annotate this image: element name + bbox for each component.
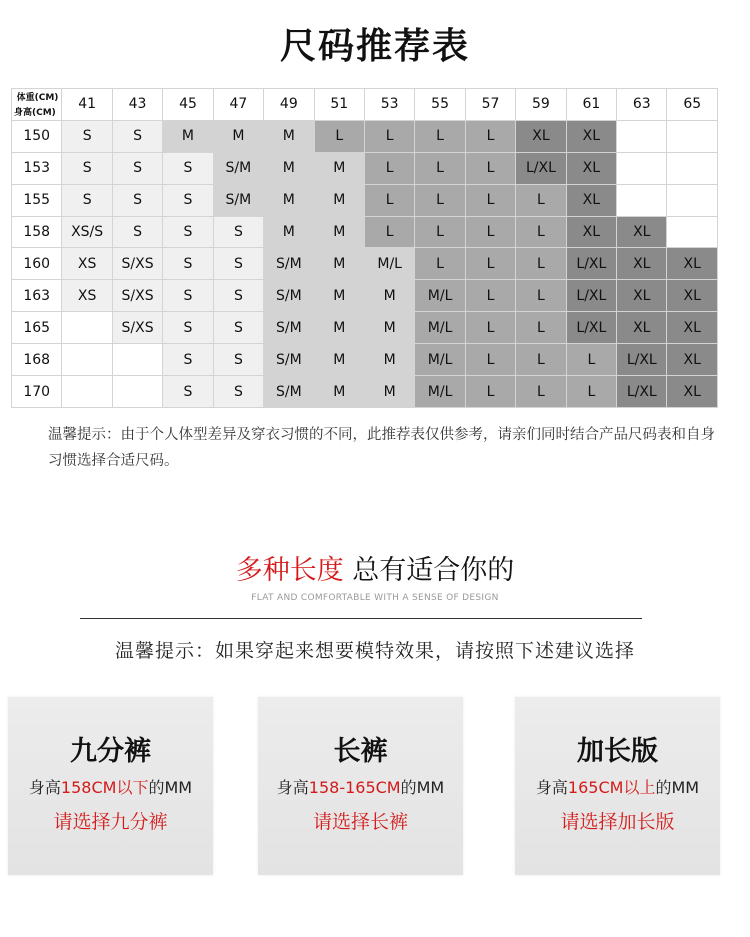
size-cell: M (364, 280, 414, 312)
size-cell: M (314, 344, 364, 376)
size-cell: L (465, 152, 515, 184)
weight-header-cell: 49 (264, 89, 314, 121)
table-row (12, 216, 718, 248)
size-cell: S (213, 248, 263, 280)
size-cell: S (163, 152, 213, 184)
size-cell: M (163, 120, 213, 152)
card-long-pants (258, 697, 463, 875)
size-cell: XS (62, 248, 112, 280)
size-cell: S (163, 344, 213, 376)
length-tip-text: 温馨提示：如果穿起来想要模特效果，请按照下述建议选择 (114, 640, 635, 662)
size-cell: L (516, 312, 566, 344)
height-header-cell: 163 (12, 280, 62, 312)
size-cell: S/M (264, 280, 314, 312)
size-cell: S (213, 376, 263, 408)
size-cell: L (566, 344, 616, 376)
page-title: 尺码推荐表 (279, 26, 470, 67)
table-row (12, 376, 718, 408)
height-header-cell: 150 (12, 120, 62, 152)
size-cell: S/M (264, 376, 314, 408)
size-cell: XL (566, 216, 616, 248)
size-cell: L (465, 312, 515, 344)
size-cell: L (465, 376, 515, 408)
size-cell: M/L (364, 248, 414, 280)
table-row (12, 184, 718, 216)
height-axis-label: 身高(CM) (14, 107, 56, 118)
size-cell (617, 184, 667, 216)
size-cell: L (465, 248, 515, 280)
table-row (12, 152, 718, 184)
size-cell: M (314, 216, 364, 248)
card-desc (8, 775, 213, 798)
height-header-cell: 165 (12, 312, 62, 344)
size-cell: L (465, 184, 515, 216)
size-cell (62, 344, 112, 376)
weight-header-cell: 61 (566, 89, 616, 121)
size-cell: S/XS (112, 248, 162, 280)
table-row (12, 248, 718, 280)
size-cell: S (112, 216, 162, 248)
size-chart-table (11, 88, 718, 408)
size-cell: S (62, 120, 112, 152)
weight-header-cell: 41 (62, 89, 112, 121)
size-cell (112, 376, 162, 408)
size-cell: XL (617, 216, 667, 248)
weight-header-row (12, 89, 718, 121)
weight-header-cell: 63 (617, 89, 667, 121)
card-select: 请选择九分裤 (53, 811, 168, 833)
size-cell: L/XL (617, 344, 667, 376)
size-cell: L (364, 184, 414, 216)
weight-header-cell: 65 (667, 89, 718, 121)
height-header-cell: 155 (12, 184, 62, 216)
card-desc-suffix: 的MM (400, 778, 445, 797)
size-cell: L/XL (566, 280, 616, 312)
card-select: 请选择加长版 (560, 811, 675, 833)
size-cell: M (264, 184, 314, 216)
height-header-cell: 158 (12, 216, 62, 248)
size-cell: L (465, 120, 515, 152)
size-cell: M (314, 152, 364, 184)
size-cell: XL (667, 344, 718, 376)
size-cell: S (62, 184, 112, 216)
size-cell: M (264, 152, 314, 184)
size-cell: M (264, 120, 314, 152)
size-cell: XL (617, 248, 667, 280)
size-cell: XL (667, 248, 718, 280)
size-cell: M/L (415, 280, 465, 312)
size-cell: M (213, 120, 263, 152)
table-row (12, 344, 718, 376)
size-cell (62, 376, 112, 408)
size-cell: M (364, 344, 414, 376)
size-cell: L (364, 120, 414, 152)
size-cell: S (163, 376, 213, 408)
size-cell: S (163, 216, 213, 248)
size-cell: M/L (415, 312, 465, 344)
size-cell: XS (62, 280, 112, 312)
card-title: 长裤 (333, 736, 388, 767)
size-cell: L (516, 344, 566, 376)
size-cell: XL (566, 184, 616, 216)
divider-line (80, 618, 642, 619)
card-desc-suffix: 的MM (655, 778, 700, 797)
card-cropped-pants (8, 697, 213, 875)
weight-axis-label: 体重(CM) (16, 93, 59, 103)
card-desc (258, 775, 463, 798)
size-cell: L/XL (617, 376, 667, 408)
card-desc (515, 775, 720, 798)
size-cell: XL (516, 120, 566, 152)
card-title: 加长版 (577, 736, 658, 767)
weight-header-cell: 55 (415, 89, 465, 121)
height-header-cell: 168 (12, 344, 62, 376)
length-title-rest: 总有适合你的 (343, 555, 515, 586)
size-cell: S (112, 152, 162, 184)
card-select: 请选择长裤 (312, 811, 408, 833)
size-cell: M (314, 248, 364, 280)
length-section-title (0, 548, 750, 587)
size-cell: M (314, 376, 364, 408)
size-cell: L (364, 216, 414, 248)
size-cell: S/XS (112, 280, 162, 312)
table-corner-cell (12, 89, 62, 121)
size-cell: S (163, 312, 213, 344)
size-cell: L (516, 216, 566, 248)
size-cell: L (415, 184, 465, 216)
weight-header-cell: 53 (364, 89, 414, 121)
size-cell: XL (667, 376, 718, 408)
size-cell (617, 120, 667, 152)
size-cell: L (465, 216, 515, 248)
weight-header-cell: 47 (213, 89, 263, 121)
size-cell (617, 152, 667, 184)
card-desc-prefix: 身高 (535, 778, 568, 797)
size-cell: S/M (264, 344, 314, 376)
size-cell: M (314, 312, 364, 344)
size-cell (62, 312, 112, 344)
size-cell: L (516, 376, 566, 408)
size-cell: L (516, 248, 566, 280)
size-cell: S (163, 184, 213, 216)
size-cell: XL (617, 312, 667, 344)
size-cell: S/M (264, 312, 314, 344)
size-cell: S/XS (112, 312, 162, 344)
length-title-highlight: 多种长度 (235, 555, 344, 586)
size-cell: S (163, 280, 213, 312)
size-cell: XL (667, 280, 718, 312)
size-cell: L (516, 184, 566, 216)
weight-header-cell: 51 (314, 89, 364, 121)
size-cell: S (163, 248, 213, 280)
card-title: 九分裤 (70, 736, 151, 767)
table-row (12, 312, 718, 344)
size-cell: M (364, 376, 414, 408)
size-cell: L (415, 248, 465, 280)
size-cell: L/XL (516, 152, 566, 184)
size-cell: M/L (415, 344, 465, 376)
size-cell: S (213, 216, 263, 248)
height-header-cell: 170 (12, 376, 62, 408)
weight-header-cell: 59 (516, 89, 566, 121)
card-desc-prefix: 身高 (28, 778, 61, 797)
card-desc-prefix: 身高 (276, 778, 309, 797)
size-cell: XS/S (62, 216, 112, 248)
size-cell (667, 216, 718, 248)
size-cell: S/M (264, 248, 314, 280)
height-header-cell: 153 (12, 152, 62, 184)
size-cell: S/M (213, 184, 263, 216)
size-cell: M (314, 280, 364, 312)
size-cell: XL (617, 280, 667, 312)
size-cell (112, 344, 162, 376)
size-cell: S (62, 152, 112, 184)
size-cell: L/XL (566, 248, 616, 280)
weight-header-cell: 43 (112, 89, 162, 121)
size-cell: L (364, 152, 414, 184)
size-cell: M (314, 184, 364, 216)
size-cell: L (566, 376, 616, 408)
size-cell: L (465, 344, 515, 376)
size-cell: S (213, 312, 263, 344)
weight-header-cell: 57 (465, 89, 515, 121)
size-cell: L (415, 216, 465, 248)
size-cell: L (516, 280, 566, 312)
size-cell: XL (566, 120, 616, 152)
length-section-subtitle: FLAT AND COMFORTABLE WITH A SENSE OF DESIGN (251, 593, 499, 603)
table-row (12, 280, 718, 312)
size-cell: XL (566, 152, 616, 184)
card-desc-height: 158CM以下 (60, 778, 149, 797)
size-cell (667, 120, 718, 152)
size-cell: S (213, 280, 263, 312)
size-cell: L (314, 120, 364, 152)
size-tip-text: 温馨提示：由于个人体型差异及穿衣习惯的不同，此推荐表仅供参考，请亲们同时结合产品尺码表和自身习惯选择合适尺码。 (48, 427, 715, 469)
size-cell: S (112, 184, 162, 216)
size-cell: L (415, 152, 465, 184)
card-desc-height: 165CM以上 (567, 778, 656, 797)
size-cell: S (213, 344, 263, 376)
weight-header-cell: 45 (163, 89, 213, 121)
size-cell (667, 152, 718, 184)
size-cell: M (364, 312, 414, 344)
table-row (12, 120, 718, 152)
height-header-cell: 160 (12, 248, 62, 280)
size-cell: L (415, 120, 465, 152)
size-cell: M/L (415, 376, 465, 408)
size-cell: L/XL (566, 312, 616, 344)
card-desc-height: 158-165CM (308, 778, 401, 797)
size-cell: L (465, 280, 515, 312)
size-cell: M (264, 216, 314, 248)
card-extra-long (515, 697, 720, 875)
size-cell (667, 184, 718, 216)
size-cell: XL (667, 312, 718, 344)
size-chart-body (12, 89, 718, 408)
size-cell: S (112, 120, 162, 152)
size-cell: S/M (213, 152, 263, 184)
card-desc-suffix: 的MM (148, 778, 193, 797)
